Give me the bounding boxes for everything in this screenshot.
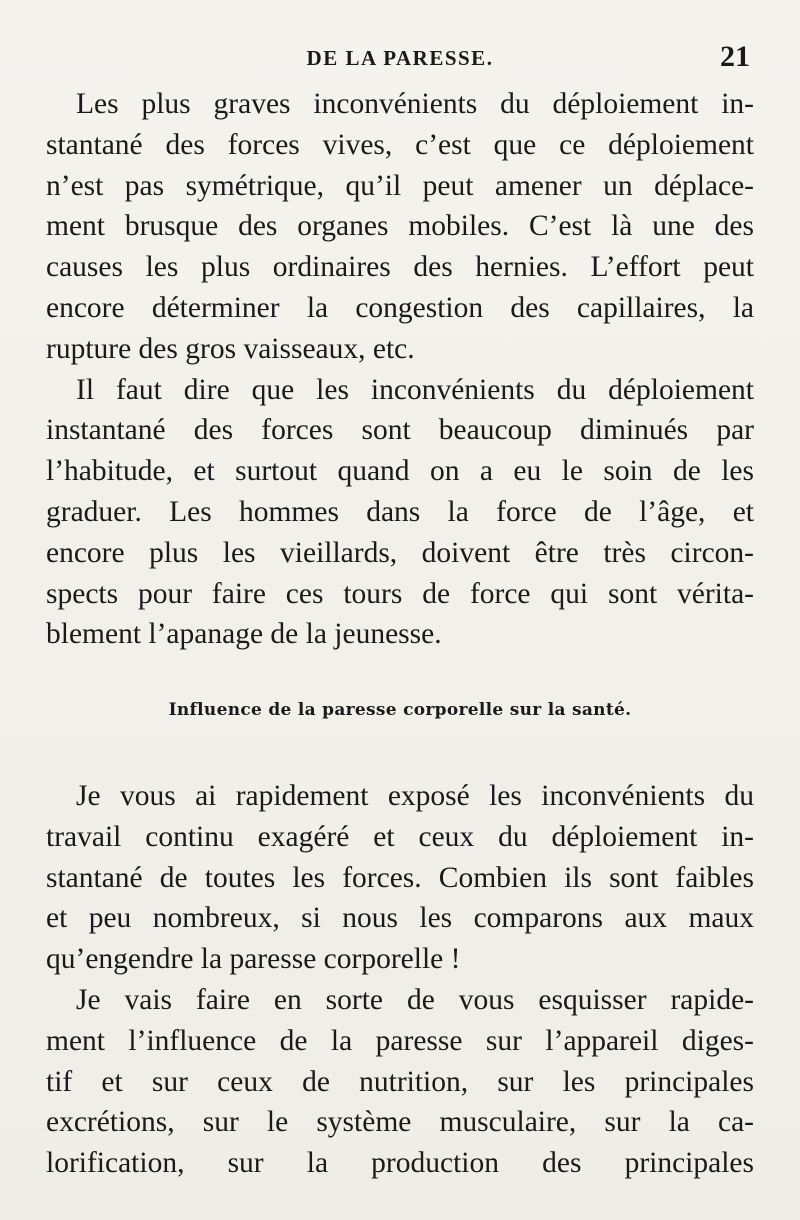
text-line: rupture des gros vaisseaux, etc.: [46, 332, 415, 365]
text-line: Il faut dire que les inconvénients du déploiement: [76, 373, 754, 406]
text-line: encore déterminer la congestion des capillaires, la: [46, 291, 754, 324]
text-line: excrétions, sur le système musculaire, sur la ca-: [46, 1106, 754, 1139]
text-line: lorification, sur la production des principales: [46, 1147, 754, 1180]
page-number: 21: [720, 40, 750, 73]
text-line: ment brusque des organes mobiles. C’est là une des: [46, 210, 754, 243]
text-line: tif et sur ceux de nutrition, sur les principales: [46, 1065, 754, 1098]
text-line: stantané des forces vives, c’est que ce déploiement: [46, 128, 754, 161]
text-line: l’habitude, et surtout quand on a eu le soin de les: [46, 455, 754, 488]
text-line: Je vais faire en sorte de vous esquisser rapide-: [76, 983, 754, 1016]
text-line: Je vous ai rapidement exposé les inconvénients du: [76, 780, 754, 812]
text-line: n’est pas symétrique, qu’il peut amener un déplace-: [46, 169, 754, 202]
text-line: Les plus graves inconvénients du déploiement in-: [76, 88, 754, 120]
text-line: encore plus les vieillards, doivent être très circon-: [46, 536, 754, 569]
text-line: ment l’influence de la paresse sur l’appareil diges-: [46, 1024, 754, 1057]
section-heading: Influence de la paresse corporelle sur la santé.: [168, 700, 632, 720]
running-title: DE LA PARESSE.: [306, 46, 494, 70]
text-block-2: [46, 776, 754, 1184]
running-head: [0, 40, 800, 80]
text-line: travail continu exagéré et ceux du déploiement in-: [46, 820, 754, 853]
text-line: causes les plus ordinaires des hernies. L’effort peut: [46, 251, 754, 284]
text-block-1: [46, 84, 754, 655]
text-line: stantané de toutes les forces. Combien ils sont faibles: [46, 861, 754, 894]
text-line: graduer. Les hommes dans la force de l’âge, et: [46, 495, 754, 528]
text-line: spects pour faire ces tours de force qui sont vérita-: [46, 577, 754, 610]
text-line: qu’engendre la paresse corporelle !: [46, 943, 461, 976]
text-line: instantané des forces sont beaucoup diminués par: [46, 414, 754, 447]
text-line: et peu nombreux, si nous les comparons aux maux: [46, 902, 754, 935]
text-line: blement l’apanage de la jeunesse.: [46, 618, 442, 651]
